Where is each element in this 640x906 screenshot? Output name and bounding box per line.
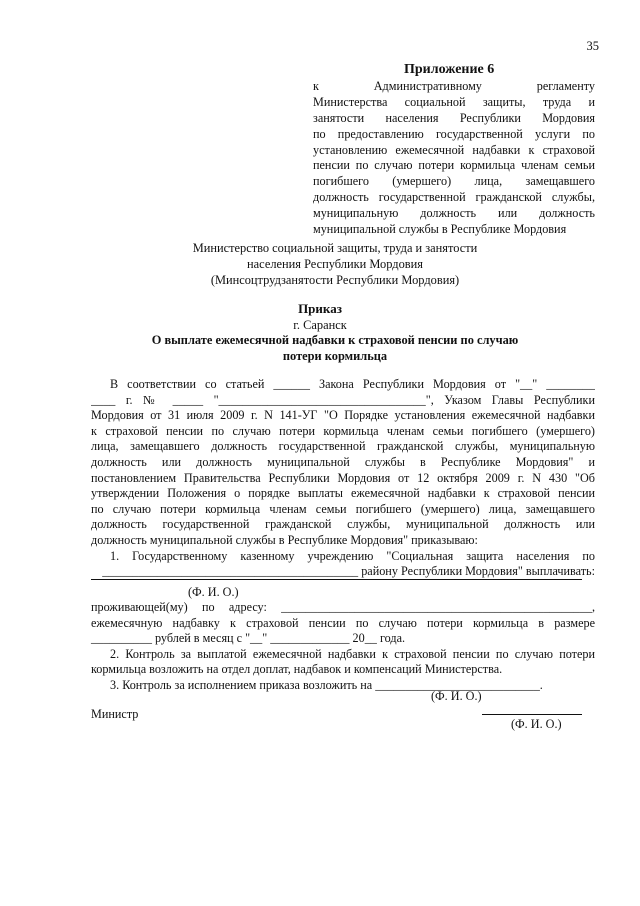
order-city: г. Саранск [293,318,347,332]
item-2-line: кормильца возложить на отдел доплат, надбавок и компенсаций Министерства. [91,662,503,677]
appendix-title: Приложение 6 [404,62,495,77]
body-line: В соответствии со статьей ______ Закона Республики Мордовия от "__" ________ [110,377,595,391]
fio-caption-item3: (Ф. И. О.) [431,689,482,703]
body-line: постановлением Правительства Республики Мордовия от 12 октября 2009 г. N 430 "Об [91,470,595,485]
appendix-line: муниципальной службы в Республике Мордовия [313,222,567,237]
body-line: утверждении Положения о порядке выплаты ежемесячной надбавки к страховой пенсии [91,486,595,501]
body-line: ____ г. № _____ "__________________________________", Указом Главы Республики [91,392,595,407]
order-subject-line: О выплате ежемесячной надбавки к страховой пенсии по случаю [151,333,519,347]
appendix-line: погибшего (умершего) лица, замещавшего [313,174,595,189]
appendix-line: по предоставлению государственной услуги по [313,126,595,141]
order-title: Приказ [298,301,342,316]
benefit-line: ежемесячную надбавку к страховой пенсии по случаю потери кормильца в размере [91,615,595,630]
amount-line: __________ рублей в месяц с "__" _____________ 20__ года. [91,631,406,646]
appendix-line: установлению ежемесячной надбавки к страховой [313,142,595,157]
body-line: лица, замещавшего должность государственной гражданской службы, муниципальную [91,439,595,454]
item-3-line: 3. Контроль за исполнением приказа возложить на ___________________________. [110,677,543,692]
ministry-line: (Минсоцтрудзанятости Республики Мордовия) [210,273,460,287]
appendix-block [313,79,595,238]
ministry-line: населения Республики Мордовия [247,257,423,271]
signature-line [482,714,582,715]
body-line: должность государственной гражданской службы, муниципальной должность или [91,517,595,532]
order-subject-line: потери кормильца [282,349,388,363]
ministry-header [100,240,570,288]
signature-fio: (Ф. И. О.) [511,717,562,731]
order-subject [100,332,570,364]
body-line: Мордовия от 31 июля 2009 г. N 141-УГ "О Порядке установления ежемесячной надбавки [91,408,595,423]
order-body-continued [91,600,595,694]
blank-line [91,579,582,580]
appendix-line: к Административному регламенту [313,79,595,93]
body-line: должность или должность муниципальной службы в Республике Мордовия" и [91,454,595,469]
body-line: по случаю потери кормильца членам семьи погибшего (умершего) лица, замещавшего [91,501,595,516]
appendix-line: занятости населения Республики Мордовия [313,110,595,125]
item-1-line: 1. Государственному казенному учреждению "Социальная защита населения по [110,548,595,563]
body-line: к страховой пенсии по случаю потери кормильца членам семьи погибшего (умершего) [91,423,595,438]
appendix-line: муниципальную должность или должность [313,206,595,221]
address-line: проживающей(му) по адресу: ___________________________________________________, [91,600,595,614]
minister-label: Министр [91,707,139,721]
item-2-line: 2. Контроль за выплатой ежемесячной надбавки к страховой пенсии по случаю потери [110,646,595,661]
appendix-line: пенсии по случаю потери кормильца членам семьи [313,158,595,173]
item-1-line: __________________________________________ району Республики Мордовия" выплачивать: [102,564,595,579]
appendix-line: Министерства социальной защиты, труда и [313,94,595,109]
order-body [91,377,595,580]
fio-caption: (Ф. И. О.) [188,585,239,599]
ministry-line: Министерство социальной защиты, труда и занятости [192,241,478,255]
page-number: 35 [586,39,599,53]
body-line: должность муниципальной службы в Республике Мордовия" приказываю: [91,532,478,547]
appendix-line: должность государственной гражданской службы, [313,190,595,205]
